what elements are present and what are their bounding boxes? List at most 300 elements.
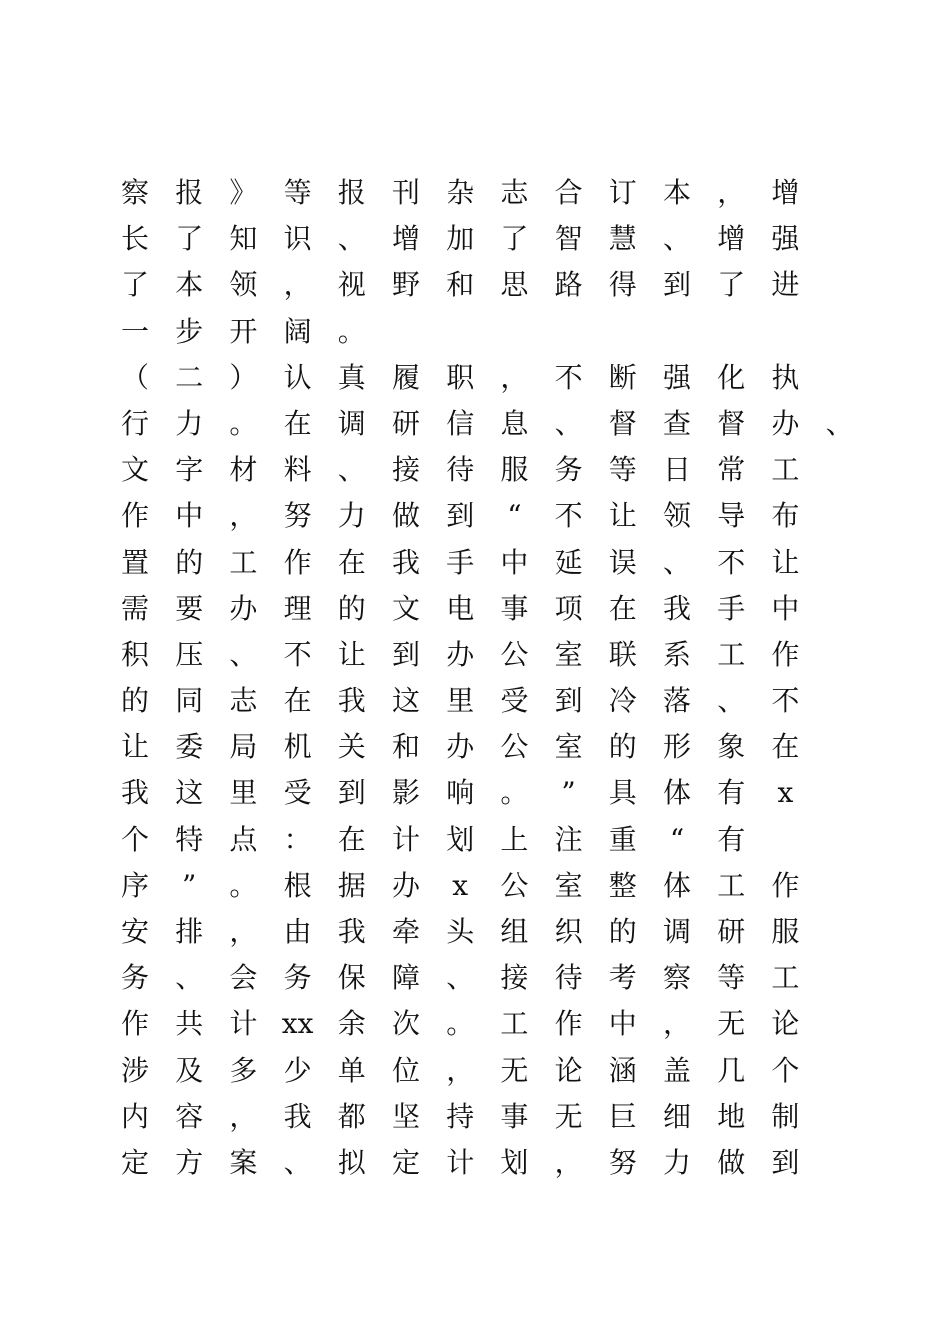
text-glyph: 让 bbox=[337, 637, 366, 671]
text-glyph: 延 bbox=[554, 545, 583, 579]
text-glyph: 误 bbox=[608, 545, 637, 579]
text-glyph: 增 bbox=[391, 222, 420, 256]
text-line bbox=[121, 1142, 821, 1188]
text-glyph: 体 bbox=[662, 868, 691, 902]
text-glyph: 努 bbox=[283, 499, 312, 533]
text-glyph: 让 bbox=[608, 499, 637, 533]
text-glyph: 点 bbox=[229, 822, 258, 856]
text-glyph: 认 bbox=[283, 360, 312, 394]
text-glyph: 无 bbox=[717, 1007, 746, 1041]
text-glyph: 报 bbox=[175, 176, 204, 209]
text-glyph: 。 bbox=[229, 406, 258, 440]
text-glyph: 。 bbox=[229, 868, 258, 902]
text-glyph: 志 bbox=[500, 176, 529, 209]
text-line bbox=[121, 1096, 821, 1142]
text-line bbox=[121, 172, 821, 218]
text-glyph: 努 bbox=[608, 1145, 637, 1179]
text-glyph: （ bbox=[121, 360, 150, 394]
text-glyph: 中 bbox=[608, 1007, 637, 1041]
text-glyph: 加 bbox=[446, 222, 475, 256]
text-glyph: 。 bbox=[500, 776, 529, 810]
text-glyph: “ bbox=[507, 499, 522, 533]
text-glyph: 在 bbox=[337, 822, 366, 856]
text-glyph: 织 bbox=[554, 915, 583, 948]
text-line bbox=[121, 865, 821, 911]
text-glyph: 布 bbox=[771, 499, 800, 533]
text-glyph: 到 bbox=[662, 268, 691, 302]
text-glyph: 二 bbox=[175, 360, 204, 394]
text-line bbox=[121, 542, 821, 588]
text-glyph: 计 bbox=[446, 1145, 475, 1179]
text-glyph: 慧 bbox=[608, 222, 637, 256]
text-glyph: 置 bbox=[121, 545, 150, 579]
text-glyph: 和 bbox=[446, 268, 475, 302]
text-glyph: 定 bbox=[121, 1145, 150, 1179]
text-glyph: ” bbox=[182, 868, 197, 902]
text-glyph: 组 bbox=[500, 915, 529, 948]
text-glyph: 电 bbox=[446, 591, 475, 625]
text-glyph: 务 bbox=[283, 961, 312, 995]
text-glyph: 头 bbox=[446, 915, 475, 948]
text-glyph: 据 bbox=[337, 868, 366, 902]
text-glyph: 本 bbox=[662, 176, 691, 209]
text-glyph: 视 bbox=[337, 268, 366, 302]
text-glyph: 内 bbox=[121, 1099, 150, 1133]
text-line bbox=[121, 495, 821, 541]
text-glyph: 的 bbox=[608, 915, 637, 948]
text-glyph: 、 bbox=[825, 406, 854, 440]
text-glyph: 盖 bbox=[662, 1053, 691, 1087]
text-glyph: 次 bbox=[391, 1007, 420, 1041]
text-glyph: 室 bbox=[554, 637, 583, 671]
text-glyph: 力 bbox=[175, 406, 204, 440]
text-line bbox=[121, 772, 821, 818]
text-glyph: 理 bbox=[283, 591, 312, 625]
text-glyph: 、 bbox=[283, 1145, 312, 1179]
text-glyph: x bbox=[452, 868, 469, 902]
text-glyph: 、 bbox=[337, 453, 366, 487]
text-glyph: 障 bbox=[391, 961, 420, 995]
text-glyph: 领 bbox=[229, 268, 258, 302]
text-glyph: 让 bbox=[771, 545, 800, 579]
text-glyph: 在 bbox=[608, 591, 637, 625]
text-glyph: 材 bbox=[229, 453, 258, 487]
text-line bbox=[121, 588, 821, 634]
text-glyph: 知 bbox=[229, 222, 258, 256]
text-glyph: 杂 bbox=[446, 176, 475, 209]
text-glyph: 落 bbox=[662, 684, 691, 718]
text-glyph: 特 bbox=[175, 822, 204, 856]
text-glyph: 息 bbox=[500, 406, 529, 440]
text-glyph: 作 bbox=[771, 868, 800, 902]
text-glyph: 断 bbox=[608, 360, 637, 394]
text-glyph: 待 bbox=[446, 453, 475, 487]
text-glyph: 都 bbox=[337, 1099, 366, 1133]
text-glyph: ， bbox=[554, 1145, 583, 1179]
text-glyph: 办 bbox=[446, 637, 475, 671]
text-glyph: 督 bbox=[717, 406, 746, 440]
text-glyph: 在 bbox=[283, 684, 312, 718]
text-glyph: 开 bbox=[229, 314, 258, 348]
text-glyph: 接 bbox=[500, 961, 529, 995]
text-glyph: 案 bbox=[229, 1145, 258, 1179]
text-glyph: ， bbox=[229, 1099, 258, 1133]
text-glyph: 到 bbox=[446, 499, 475, 533]
text-glyph: 务 bbox=[554, 453, 583, 487]
text-glyph: 计 bbox=[391, 822, 420, 856]
text-glyph: 料 bbox=[283, 453, 312, 487]
text-glyph: 步 bbox=[175, 314, 204, 348]
text-glyph: ， bbox=[717, 176, 746, 209]
text-glyph: 增 bbox=[771, 176, 800, 209]
text-glyph: 本 bbox=[175, 268, 204, 302]
text-glyph: 一 bbox=[121, 314, 150, 348]
text-line bbox=[121, 1003, 821, 1049]
text-glyph: 要 bbox=[175, 591, 204, 625]
text-glyph: x bbox=[777, 776, 794, 810]
text-glyph: 接 bbox=[391, 453, 420, 487]
text-glyph: 合 bbox=[554, 176, 583, 209]
text-glyph: 、 bbox=[662, 545, 691, 579]
text-glyph: 我 bbox=[337, 684, 366, 718]
text-glyph: 我 bbox=[337, 915, 366, 948]
text-glyph: 位 bbox=[391, 1053, 420, 1087]
text-glyph: 坚 bbox=[391, 1099, 420, 1133]
text-glyph: 我 bbox=[391, 545, 420, 579]
text-glyph: 的 bbox=[121, 684, 150, 718]
text-glyph: 的 bbox=[337, 591, 366, 625]
text-glyph: 化 bbox=[717, 360, 746, 394]
text-glyph: 细 bbox=[662, 1099, 691, 1133]
text-glyph: 排 bbox=[175, 915, 204, 948]
text-glyph: 查 bbox=[662, 406, 691, 440]
text-glyph: 委 bbox=[175, 730, 204, 764]
text-glyph: 单 bbox=[337, 1053, 366, 1087]
text-glyph: 文 bbox=[121, 453, 150, 487]
text-glyph: 作 bbox=[121, 499, 150, 533]
text-glyph: 持 bbox=[446, 1099, 475, 1133]
text-glyph: 办 bbox=[391, 868, 420, 902]
text-glyph: 上 bbox=[500, 822, 529, 856]
text-glyph: 。 bbox=[446, 1007, 475, 1041]
text-glyph: 重 bbox=[608, 822, 637, 856]
text-glyph: 个 bbox=[771, 1053, 800, 1087]
text-glyph: 里 bbox=[229, 776, 258, 810]
text-glyph: 我 bbox=[283, 1099, 312, 1133]
text-glyph: 不 bbox=[554, 360, 583, 394]
text-glyph: ， bbox=[662, 1007, 691, 1041]
text-glyph: 几 bbox=[717, 1053, 746, 1087]
text-glyph: 中 bbox=[500, 545, 529, 579]
text-glyph: 作 bbox=[121, 1007, 150, 1041]
text-glyph: 室 bbox=[554, 730, 583, 764]
text-glyph: 进 bbox=[771, 268, 800, 302]
text-glyph: 工 bbox=[229, 545, 258, 579]
text-glyph: 这 bbox=[175, 776, 204, 810]
text-glyph: 力 bbox=[337, 499, 366, 533]
text-glyph: 文 bbox=[391, 591, 420, 625]
text-glyph: 的 bbox=[175, 545, 204, 579]
text-glyph: 共 bbox=[175, 1007, 204, 1041]
text-glyph: 影 bbox=[391, 776, 420, 810]
text-glyph: 无 bbox=[500, 1053, 529, 1087]
text-glyph: 会 bbox=[229, 961, 258, 995]
text-glyph: 公 bbox=[500, 730, 529, 764]
text-line bbox=[121, 264, 821, 310]
text-glyph: 这 bbox=[391, 684, 420, 718]
text-glyph: 余 bbox=[337, 1007, 366, 1041]
text-glyph: 力 bbox=[662, 1145, 691, 1179]
text-glyph: 刊 bbox=[391, 176, 420, 209]
text-glyph: 不 bbox=[283, 637, 312, 671]
text-line bbox=[121, 819, 821, 865]
text-glyph: 系 bbox=[662, 637, 691, 671]
text-glyph: 安 bbox=[121, 915, 150, 948]
text-glyph: 、 bbox=[446, 961, 475, 995]
text-glyph: 容 bbox=[175, 1099, 204, 1133]
text-line bbox=[121, 634, 821, 680]
text-glyph: 到 bbox=[337, 776, 366, 810]
text-glyph: 涵 bbox=[608, 1053, 637, 1087]
text-glyph: 服 bbox=[771, 915, 800, 948]
text-glyph: 形 bbox=[662, 730, 691, 764]
text-glyph: ” bbox=[561, 776, 576, 810]
text-glyph: 里 bbox=[446, 684, 475, 718]
text-glyph: 计 bbox=[229, 1007, 258, 1041]
text-glyph: 保 bbox=[337, 961, 366, 995]
text-glyph: 个 bbox=[121, 822, 150, 856]
text-glyph: 务 bbox=[121, 961, 150, 995]
text-glyph: 巨 bbox=[608, 1099, 637, 1133]
text-glyph: 手 bbox=[446, 545, 475, 579]
text-glyph: 等 bbox=[717, 961, 746, 995]
text-line bbox=[121, 449, 821, 495]
text-glyph: 论 bbox=[554, 1053, 583, 1087]
text-glyph: 真 bbox=[337, 360, 366, 394]
text-glyph: 中 bbox=[771, 591, 800, 625]
text-glyph: ） bbox=[229, 360, 258, 394]
text-glyph: 、 bbox=[717, 684, 746, 718]
text-glyph: 订 bbox=[608, 176, 637, 209]
text-glyph: 了 bbox=[175, 222, 204, 256]
text-glyph: 划 bbox=[446, 822, 475, 856]
text-glyph: 服 bbox=[500, 453, 529, 487]
text-glyph: 了 bbox=[121, 268, 150, 302]
text-glyph: 多 bbox=[229, 1053, 258, 1087]
text-glyph: 少 bbox=[283, 1053, 312, 1087]
text-line bbox=[121, 403, 854, 449]
text-glyph: 论 bbox=[771, 1007, 800, 1041]
text-glyph: 制 bbox=[771, 1099, 800, 1133]
text-glyph: 机 bbox=[283, 730, 312, 764]
text-glyph: 关 bbox=[337, 730, 366, 764]
text-glyph: 、 bbox=[662, 222, 691, 256]
text-glyph: 路 bbox=[554, 268, 583, 302]
text-glyph: ， bbox=[229, 915, 258, 948]
text-glyph: 事 bbox=[500, 591, 529, 625]
text-glyph: 强 bbox=[771, 222, 800, 256]
text-glyph: 无 bbox=[554, 1099, 583, 1133]
text-glyph: 作 bbox=[283, 545, 312, 579]
text-glyph: 不 bbox=[771, 684, 800, 718]
text-glyph: 待 bbox=[554, 961, 583, 995]
text-glyph: ， bbox=[283, 268, 312, 302]
text-glyph: 履 bbox=[391, 360, 420, 394]
text-glyph: 定 bbox=[391, 1145, 420, 1179]
text-glyph: xx bbox=[281, 1007, 314, 1041]
text-glyph: 字 bbox=[175, 453, 204, 487]
text-line bbox=[121, 957, 821, 1003]
text-line bbox=[121, 680, 821, 726]
text-glyph: 作 bbox=[771, 637, 800, 671]
text-glyph: 和 bbox=[391, 730, 420, 764]
text-glyph: 有 bbox=[717, 776, 746, 810]
text-glyph: 了 bbox=[500, 222, 529, 256]
text-glyph: 等 bbox=[283, 176, 312, 209]
text-glyph: 需 bbox=[121, 591, 150, 625]
body-text bbox=[121, 172, 854, 1188]
text-glyph: 做 bbox=[391, 499, 420, 533]
text-glyph: 职 bbox=[446, 360, 475, 394]
text-glyph: 冷 bbox=[608, 684, 637, 718]
text-glyph: 志 bbox=[229, 684, 258, 718]
text-line bbox=[121, 218, 821, 264]
text-glyph: 牵 bbox=[391, 915, 420, 948]
text-glyph: 察 bbox=[662, 961, 691, 995]
text-glyph: 行 bbox=[121, 406, 150, 440]
text-glyph: 、 bbox=[175, 961, 204, 995]
text-glyph: 办 bbox=[229, 591, 258, 625]
text-glyph: 公 bbox=[500, 868, 529, 902]
text-glyph: 在 bbox=[337, 545, 366, 579]
text-glyph: 根 bbox=[283, 868, 312, 902]
text-glyph: 不 bbox=[554, 499, 583, 533]
text-glyph: 智 bbox=[554, 222, 583, 256]
text-glyph: 调 bbox=[662, 915, 691, 948]
text-glyph: 受 bbox=[283, 776, 312, 810]
text-glyph: 常 bbox=[717, 453, 746, 487]
text-glyph: 在 bbox=[771, 730, 800, 764]
text-line bbox=[121, 357, 821, 403]
text-glyph: 执 bbox=[771, 360, 800, 394]
text-glyph: 同 bbox=[175, 684, 204, 718]
text-glyph: 中 bbox=[175, 499, 204, 533]
text-glyph: 强 bbox=[662, 360, 691, 394]
text-glyph: 研 bbox=[391, 406, 420, 440]
text-glyph: 注 bbox=[554, 822, 583, 856]
text-glyph: 考 bbox=[608, 961, 637, 995]
text-glyph: ， bbox=[229, 499, 258, 533]
text-glyph: 划 bbox=[500, 1145, 529, 1179]
text-glyph: 我 bbox=[662, 591, 691, 625]
text-glyph: 受 bbox=[500, 684, 529, 718]
text-glyph: 工 bbox=[771, 453, 800, 487]
text-glyph: 做 bbox=[717, 1145, 746, 1179]
text-glyph: 到 bbox=[554, 684, 583, 718]
text-glyph: 让 bbox=[121, 730, 150, 764]
text-glyph: 长 bbox=[121, 222, 150, 256]
text-line bbox=[121, 1050, 821, 1096]
text-glyph: 了 bbox=[717, 268, 746, 302]
text-glyph: 。 bbox=[337, 314, 366, 348]
text-glyph: 办 bbox=[446, 730, 475, 764]
text-glyph: 由 bbox=[283, 915, 312, 948]
text-glyph: 领 bbox=[662, 499, 691, 533]
text-glyph: 象 bbox=[717, 730, 746, 764]
text-glyph: 督 bbox=[608, 406, 637, 440]
text-glyph: 手 bbox=[717, 591, 746, 625]
text-glyph: 信 bbox=[446, 406, 475, 440]
text-glyph: 项 bbox=[554, 591, 583, 625]
text-glyph: 》 bbox=[229, 176, 258, 209]
text-glyph: 工 bbox=[717, 868, 746, 902]
text-glyph: ： bbox=[283, 822, 312, 856]
text-line bbox=[121, 911, 821, 957]
text-glyph: 日 bbox=[662, 453, 691, 487]
text-glyph: 、 bbox=[337, 222, 366, 256]
text-glyph: 积 bbox=[121, 637, 150, 671]
text-glyph: 得 bbox=[608, 268, 637, 302]
text-glyph: 事 bbox=[500, 1099, 529, 1133]
text-glyph: 不 bbox=[717, 545, 746, 579]
text-glyph: 、 bbox=[554, 406, 583, 440]
text-glyph: 具 bbox=[608, 776, 637, 810]
text-glyph: 到 bbox=[771, 1145, 800, 1179]
text-glyph: 有 bbox=[717, 822, 746, 856]
text-glyph: 调 bbox=[337, 406, 366, 440]
text-glyph: 序 bbox=[121, 868, 150, 902]
text-glyph: ， bbox=[500, 360, 529, 394]
text-glyph: 方 bbox=[175, 1145, 204, 1179]
text-line bbox=[121, 311, 821, 357]
text-glyph: 室 bbox=[554, 868, 583, 902]
text-glyph: 涉 bbox=[121, 1053, 150, 1087]
text-glyph: 导 bbox=[717, 499, 746, 533]
text-glyph: 体 bbox=[662, 776, 691, 810]
text-line bbox=[121, 726, 821, 772]
text-glyph: 响 bbox=[446, 776, 475, 810]
text-glyph: 的 bbox=[608, 730, 637, 764]
text-glyph: 局 bbox=[229, 730, 258, 764]
text-glyph: “ bbox=[669, 822, 685, 856]
text-glyph: ， bbox=[446, 1053, 475, 1087]
text-glyph: 察 bbox=[121, 176, 150, 209]
text-glyph: 增 bbox=[717, 222, 746, 256]
text-glyph: 作 bbox=[554, 1007, 583, 1041]
text-glyph: 报 bbox=[337, 176, 366, 209]
text-glyph: 及 bbox=[175, 1053, 204, 1087]
text-glyph: 工 bbox=[771, 961, 800, 995]
text-glyph: 野 bbox=[391, 268, 420, 302]
text-glyph: 拟 bbox=[337, 1145, 366, 1179]
text-glyph: 工 bbox=[500, 1007, 529, 1041]
text-glyph: 联 bbox=[608, 637, 637, 671]
text-glyph: 、 bbox=[229, 637, 258, 671]
text-glyph: 等 bbox=[608, 453, 637, 487]
text-glyph: 到 bbox=[391, 637, 420, 671]
text-glyph: 公 bbox=[500, 637, 529, 671]
text-glyph: 工 bbox=[717, 637, 746, 671]
text-glyph: 思 bbox=[500, 268, 529, 302]
text-glyph: 识 bbox=[283, 222, 312, 256]
text-glyph: 压 bbox=[175, 637, 204, 671]
text-glyph: 地 bbox=[717, 1099, 746, 1133]
text-glyph: 在 bbox=[283, 406, 312, 440]
text-glyph: 办 bbox=[771, 406, 800, 440]
text-glyph: 阔 bbox=[283, 314, 312, 348]
text-glyph: 研 bbox=[717, 915, 746, 948]
text-glyph: 我 bbox=[121, 776, 150, 810]
